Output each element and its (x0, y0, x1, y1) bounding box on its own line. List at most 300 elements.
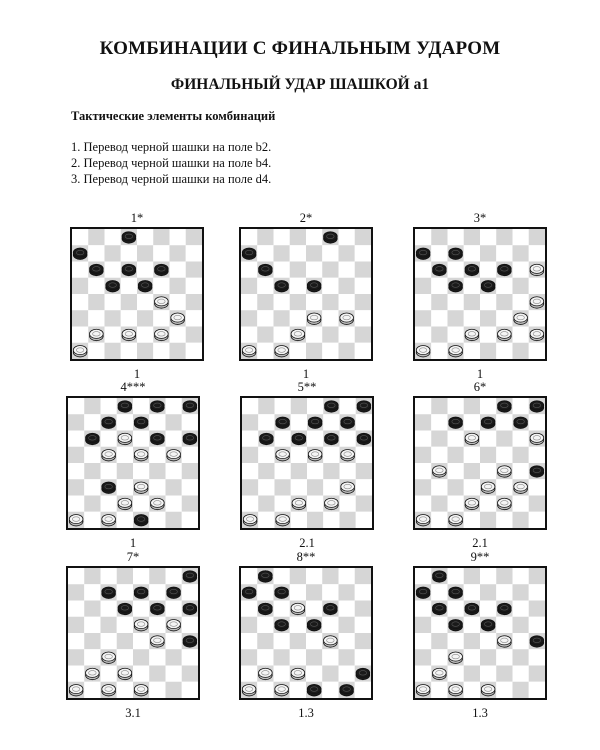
light-square (182, 512, 198, 528)
light-square (170, 294, 186, 310)
dark-square (431, 496, 447, 512)
white-checker (308, 450, 322, 461)
black-checker (530, 466, 544, 477)
dark-square (322, 294, 338, 310)
light-square (84, 479, 100, 495)
white-checker (242, 685, 256, 696)
white-checker (498, 329, 512, 340)
light-square (182, 617, 198, 633)
white-checker (102, 515, 116, 526)
light-square (133, 496, 149, 512)
dark-square (529, 496, 545, 512)
light-square (121, 310, 137, 326)
light-square (291, 479, 307, 495)
dark-square (513, 278, 529, 294)
white-checker (341, 450, 355, 461)
light-square (431, 310, 447, 326)
dark-square (355, 327, 371, 343)
light-square (149, 447, 165, 463)
light-square (182, 584, 198, 600)
black-checker (151, 401, 165, 412)
problem-number: 4*** (120, 380, 146, 394)
white-checker (242, 346, 256, 357)
dark-square (117, 633, 133, 649)
dark-square (307, 479, 323, 495)
white-checker (243, 515, 257, 526)
dark-square (431, 229, 447, 245)
white-checker (307, 313, 321, 324)
dark-square (496, 294, 512, 310)
light-square (257, 310, 273, 326)
dark-square (72, 278, 88, 294)
black-checker (357, 401, 371, 412)
light-square (355, 584, 371, 600)
light-square (356, 479, 372, 495)
light-square (415, 463, 431, 479)
white-checker (155, 329, 169, 340)
dark-square (84, 463, 100, 479)
dark-square (529, 601, 545, 617)
dark-square (306, 245, 322, 261)
light-square (496, 682, 512, 698)
dark-square (68, 447, 84, 463)
black-checker (259, 571, 273, 582)
light-square (68, 601, 84, 617)
light-square (84, 414, 100, 430)
white-checker (465, 498, 479, 509)
dark-square (448, 479, 464, 495)
light-square (513, 398, 529, 414)
light-square (529, 617, 545, 633)
light-square (68, 431, 84, 447)
dark-square (496, 431, 512, 447)
problem-answer: 1.3 (298, 706, 314, 720)
checkerboard (66, 566, 200, 700)
light-square (513, 327, 529, 343)
light-square (480, 568, 496, 584)
dark-square (242, 414, 258, 430)
light-square (258, 447, 274, 463)
dark-square (105, 310, 121, 326)
light-square (480, 431, 496, 447)
dark-square (241, 310, 257, 326)
light-square (117, 447, 133, 463)
dark-square (480, 447, 496, 463)
light-square (68, 666, 84, 682)
problem-answer: 1 (133, 367, 141, 381)
black-checker (134, 515, 148, 526)
dark-square (84, 496, 100, 512)
dark-square (137, 245, 153, 261)
light-square (513, 633, 529, 649)
light-square (166, 463, 182, 479)
light-square (513, 496, 529, 512)
dark-square (170, 343, 186, 359)
black-checker (498, 603, 512, 614)
dark-square (149, 568, 165, 584)
black-checker (183, 571, 197, 582)
white-checker (530, 329, 544, 340)
black-checker (481, 281, 495, 292)
dark-square (415, 447, 431, 463)
light-square (291, 447, 307, 463)
black-checker (259, 603, 273, 614)
light-square (306, 294, 322, 310)
light-square (529, 649, 545, 665)
light-square (84, 584, 100, 600)
dark-square (513, 245, 529, 261)
black-checker (481, 620, 495, 631)
light-square (101, 496, 117, 512)
light-square (339, 294, 355, 310)
white-checker (86, 668, 100, 679)
light-square (464, 414, 480, 430)
light-square (257, 682, 273, 698)
black-checker (357, 433, 371, 444)
dark-square (84, 568, 100, 584)
light-square (117, 414, 133, 430)
light-square (257, 584, 273, 600)
white-checker (291, 668, 305, 679)
light-square (242, 463, 258, 479)
problem-number: 5** (297, 380, 317, 394)
light-square (121, 278, 137, 294)
light-square (480, 601, 496, 617)
black-checker (449, 281, 463, 292)
light-square (149, 649, 165, 665)
white-checker (416, 685, 430, 696)
dark-square (105, 245, 121, 261)
dark-square (258, 463, 274, 479)
light-square (133, 398, 149, 414)
light-square (290, 649, 306, 665)
dark-square (274, 310, 290, 326)
light-square (464, 343, 480, 359)
board-svg (242, 398, 372, 528)
light-square (496, 447, 512, 463)
checkerboard (239, 227, 373, 361)
dark-square (355, 601, 371, 617)
light-square (415, 229, 431, 245)
light-square (513, 463, 529, 479)
light-square (464, 447, 480, 463)
white-checker (465, 329, 479, 340)
tactical-elements-list (71, 139, 271, 187)
black-checker (275, 281, 289, 292)
light-square (322, 343, 338, 359)
light-square (513, 666, 529, 682)
light-square (275, 431, 291, 447)
dark-square (464, 463, 480, 479)
light-square (464, 310, 480, 326)
black-checker (242, 587, 256, 598)
light-square (323, 414, 339, 430)
dark-square (186, 229, 202, 245)
dark-square (464, 666, 480, 682)
problem-number: 2* (299, 211, 313, 225)
light-square (290, 617, 306, 633)
board-svg (68, 568, 198, 698)
black-checker (276, 417, 290, 428)
black-checker (260, 433, 274, 444)
light-square (133, 633, 149, 649)
light-square (121, 245, 137, 261)
black-checker (514, 417, 528, 428)
light-square (415, 327, 431, 343)
light-square (448, 496, 464, 512)
dark-square (117, 463, 133, 479)
dark-square (72, 310, 88, 326)
dark-square (137, 310, 153, 326)
white-checker (134, 620, 148, 631)
dark-square (84, 601, 100, 617)
light-square (153, 343, 169, 359)
light-square (117, 584, 133, 600)
black-checker (292, 433, 306, 444)
light-square (431, 414, 447, 430)
light-square (291, 414, 307, 430)
dark-square (356, 463, 372, 479)
dark-square (166, 512, 182, 528)
black-checker (183, 401, 197, 412)
black-checker (449, 417, 463, 428)
dark-square (88, 229, 104, 245)
light-square (88, 343, 104, 359)
dark-square (415, 479, 431, 495)
light-square (513, 229, 529, 245)
light-square (529, 447, 545, 463)
light-square (149, 479, 165, 495)
white-checker (341, 482, 355, 493)
light-square (186, 245, 202, 261)
light-square (464, 649, 480, 665)
dark-square (323, 463, 339, 479)
black-checker (307, 685, 321, 696)
light-square (513, 601, 529, 617)
dark-square (355, 262, 371, 278)
light-square (170, 262, 186, 278)
light-square (480, 398, 496, 414)
white-checker (324, 636, 338, 647)
light-square (241, 262, 257, 278)
light-square (257, 343, 273, 359)
white-checker (134, 685, 148, 696)
light-square (121, 343, 137, 359)
dark-square (149, 666, 165, 682)
light-square (448, 398, 464, 414)
dark-square (306, 343, 322, 359)
dark-square (68, 617, 84, 633)
light-square (322, 584, 338, 600)
board-svg (415, 398, 545, 528)
white-checker (122, 329, 136, 340)
dark-square (464, 398, 480, 414)
dark-square (464, 568, 480, 584)
dark-square (186, 262, 202, 278)
black-checker (151, 433, 165, 444)
light-square (480, 229, 496, 245)
dark-square (480, 310, 496, 326)
dark-square (448, 447, 464, 463)
black-checker (102, 482, 116, 493)
black-checker (530, 401, 544, 412)
white-checker (291, 329, 305, 340)
dark-square (339, 649, 355, 665)
dark-square (117, 568, 133, 584)
light-square (84, 617, 100, 633)
dark-square (186, 294, 202, 310)
black-checker (155, 264, 169, 275)
light-square (117, 479, 133, 495)
light-square (340, 463, 356, 479)
light-square (355, 649, 371, 665)
problem-answer: 1 (302, 367, 310, 381)
light-square (306, 601, 322, 617)
dark-square (513, 512, 529, 528)
problem-number: 6* (473, 380, 487, 394)
dark-square (258, 496, 274, 512)
white-checker (498, 498, 512, 509)
board-svg (241, 229, 371, 359)
light-square (72, 327, 88, 343)
light-square (105, 327, 121, 343)
light-square (415, 431, 431, 447)
light-square (166, 431, 182, 447)
light-square (448, 568, 464, 584)
white-checker (530, 433, 544, 444)
dark-square (322, 262, 338, 278)
light-square (72, 262, 88, 278)
light-square (133, 568, 149, 584)
dark-square (257, 229, 273, 245)
black-checker (356, 668, 370, 679)
light-square (84, 512, 100, 528)
dark-square (170, 245, 186, 261)
dark-square (340, 512, 356, 528)
light-square (133, 666, 149, 682)
light-square (448, 327, 464, 343)
light-square (448, 601, 464, 617)
light-square (496, 343, 512, 359)
light-square (529, 479, 545, 495)
light-square (274, 262, 290, 278)
light-square (339, 229, 355, 245)
light-square (480, 666, 496, 682)
light-square (166, 633, 182, 649)
dark-square (480, 343, 496, 359)
light-square (431, 343, 447, 359)
light-square (149, 617, 165, 633)
dark-square (339, 584, 355, 600)
dark-square (88, 294, 104, 310)
light-square (153, 310, 169, 326)
light-square (88, 310, 104, 326)
light-square (101, 601, 117, 617)
light-square (241, 294, 257, 310)
white-checker (275, 346, 289, 357)
black-checker (341, 417, 355, 428)
dark-square (496, 229, 512, 245)
light-square (529, 245, 545, 261)
dark-square (258, 398, 274, 414)
white-checker (514, 313, 528, 324)
white-checker (102, 652, 116, 663)
light-square (415, 496, 431, 512)
light-square (529, 584, 545, 600)
light-square (182, 447, 198, 463)
light-square (431, 584, 447, 600)
black-checker (134, 417, 148, 428)
light-square (117, 617, 133, 633)
light-square (464, 278, 480, 294)
dark-square (513, 584, 529, 600)
light-square (480, 633, 496, 649)
light-square (275, 463, 291, 479)
light-square (241, 229, 257, 245)
dark-square (431, 431, 447, 447)
black-checker (340, 685, 354, 696)
light-square (166, 666, 182, 682)
black-checker (325, 433, 339, 444)
light-square (88, 278, 104, 294)
light-square (307, 496, 323, 512)
dark-square (355, 633, 371, 649)
light-square (339, 568, 355, 584)
light-square (137, 262, 153, 278)
page-title: КОМБИНАЦИИ С ФИНАЛЬНЫМ УДАРОМ (99, 38, 501, 59)
dark-square (182, 463, 198, 479)
checkerboard (413, 396, 547, 530)
white-checker (167, 620, 181, 631)
light-square (133, 431, 149, 447)
light-square (68, 633, 84, 649)
black-checker (481, 417, 495, 428)
light-square (529, 343, 545, 359)
dark-square (431, 633, 447, 649)
black-checker (122, 264, 136, 275)
light-square (431, 278, 447, 294)
problem-answer: 2.1 (472, 536, 488, 550)
light-square (186, 310, 202, 326)
board-svg (72, 229, 202, 359)
light-square (322, 682, 338, 698)
dark-square (415, 414, 431, 430)
light-square (72, 229, 88, 245)
light-square (415, 568, 431, 584)
dark-square (464, 633, 480, 649)
light-square (464, 245, 480, 261)
dark-square (529, 666, 545, 682)
light-square (170, 229, 186, 245)
light-square (105, 294, 121, 310)
white-checker (90, 329, 104, 340)
black-checker (118, 603, 132, 614)
black-checker (498, 401, 512, 412)
white-checker (340, 313, 354, 324)
problem-number: 7* (126, 550, 140, 564)
black-checker (465, 603, 479, 614)
black-checker (102, 417, 116, 428)
problem-answer: 1.3 (472, 706, 488, 720)
black-checker (183, 433, 197, 444)
checkerboard (239, 566, 373, 700)
checkerboard (66, 396, 200, 530)
black-checker (183, 636, 197, 647)
light-square (241, 568, 257, 584)
light-square (513, 294, 529, 310)
black-checker (275, 587, 289, 598)
light-square (84, 447, 100, 463)
